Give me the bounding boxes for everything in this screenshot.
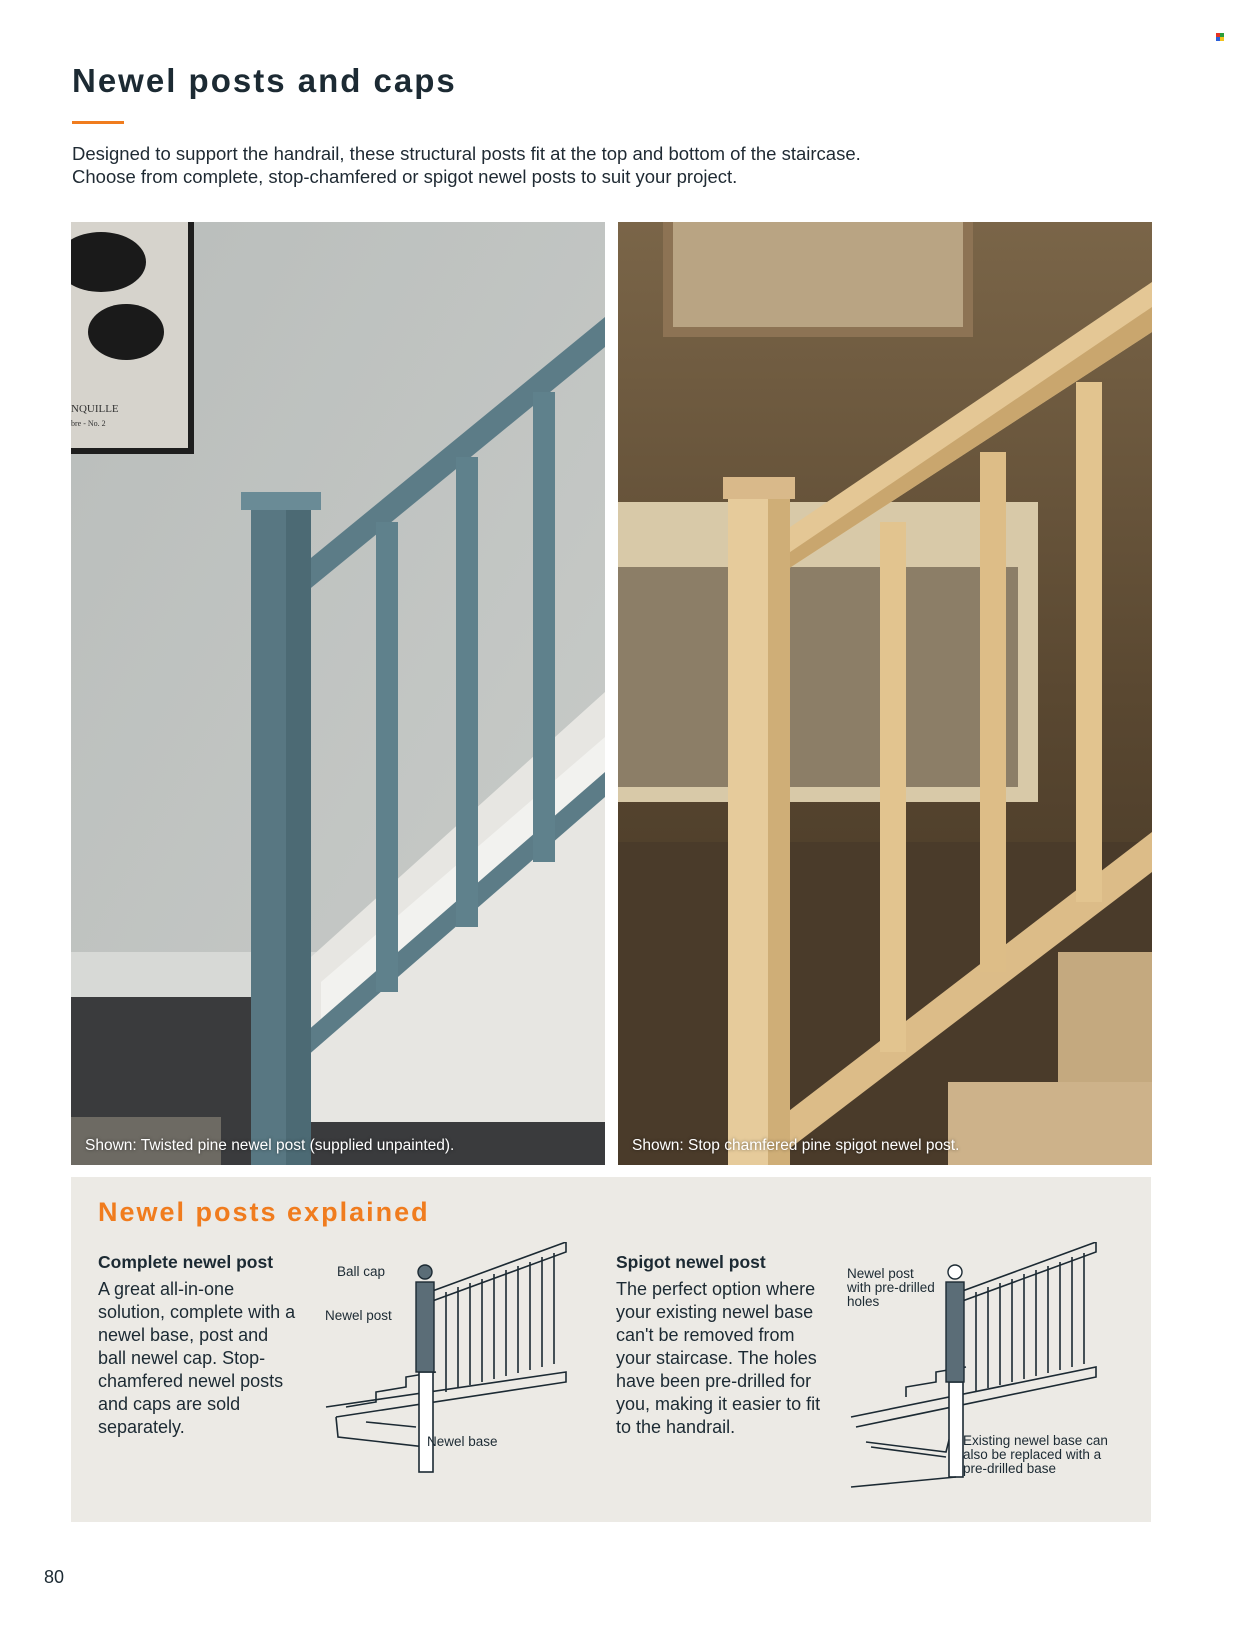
complete-newel-description: A great all-in-one solution, complete with a newel base, post and ball newel cap. Stop-chamfered newel posts and caps are sold separately. [98, 1279, 296, 1437]
explained-heading: Newel posts explained [98, 1197, 430, 1227]
spigot-newel-heading: Spigot newel post [616, 1252, 766, 1272]
label-spigot-newel-post: Newel post with pre-drilled holes [847, 1266, 935, 1309]
complete-newel-heading: Complete newel post [98, 1252, 274, 1272]
page-number: 80 [44, 1567, 65, 1587]
title-underline [72, 121, 124, 124]
label-newel-post: Newel post [325, 1308, 392, 1323]
complete-newel-diagram [316, 1242, 586, 1512]
label-newel-base: Newel base [427, 1434, 498, 1449]
painted-staircase-illustration [71, 222, 605, 1165]
spigot-newel-description: The perfect option where your existing newel base can't be removed from your staircase. The holes have been pre-drilled for you, making it easier to fit to the handrail. [616, 1279, 821, 1437]
poster-text: NQUILLE [71, 403, 119, 415]
label-existing-newel-base: Existing newel base can also be replaced with a pre-drilled base [963, 1433, 1108, 1476]
photo-caption-left: Shown: Twisted pine newel post (supplied unpainted). [85, 1137, 455, 1154]
label-ball-cap: Ball cap [337, 1264, 386, 1279]
poster-subtext: bre - No. 2 [71, 419, 106, 428]
photo-twisted-newel-post [71, 222, 605, 1165]
pine-staircase-illustration [618, 222, 1152, 1165]
intro-paragraph: Designed to support the handrail, these structural posts fit at the top and bottom of the staircase. Choose from complete, stop-chamfered or spigot newel posts to suit your project. [72, 143, 861, 187]
color-registration-mark [1216, 33, 1224, 41]
photo-spigot-newel-post [618, 222, 1152, 1165]
page-title: Newel posts and caps [72, 62, 457, 99]
photo-caption-right: Shown: Stop chamfered pine spigot newel post. [632, 1137, 960, 1154]
newel-posts-explained-panel [71, 1177, 1151, 1522]
